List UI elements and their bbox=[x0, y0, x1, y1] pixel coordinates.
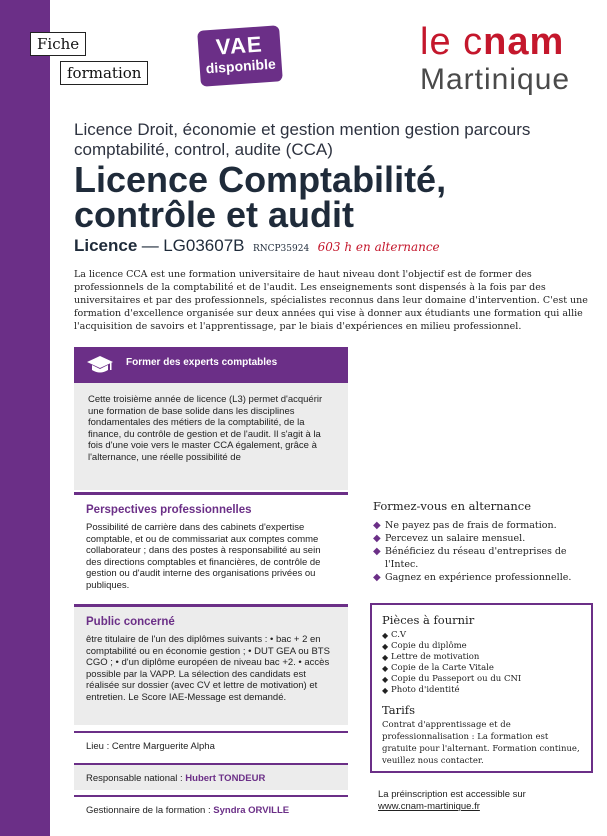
lieu-text: Lieu : Centre Marguerite Alpha bbox=[86, 741, 215, 752]
pieces-title: Pièces à fournir bbox=[382, 613, 475, 627]
list-item-text: C.V bbox=[391, 630, 407, 640]
list-item-text: Bénéficiez du réseau d'entreprises de l'Intec. bbox=[385, 546, 567, 570]
intro-paragraph: La licence CCA est une formation universitaire de haut niveau dont l'objectif est de former des professionnels de la comptabilité et de l'audit. Les enseignements sont dispensés à la fois par des universitaires et par des professionnels, spécialistes reconnus dans leur domaine d'intervention. C'est une formation d'excellence organisée sur deux années qui vise à donner aux étudiants une formation qui allie l'acquisition de savoirs et l'apprentissage, par le biais d'expériences en milieu professionnel. bbox=[74, 269, 588, 332]
list-item bbox=[382, 641, 581, 652]
gestionnaire-name: Syndra ORVILLE bbox=[213, 805, 290, 816]
list-item-text: Photo d'identité bbox=[391, 685, 460, 695]
responsable-name: Hubert TONDEUR bbox=[185, 773, 266, 784]
list-item bbox=[373, 519, 599, 532]
list-item bbox=[373, 545, 599, 571]
list-item bbox=[382, 652, 581, 663]
diamond-bullet-icon: ◆ bbox=[382, 642, 389, 651]
alternance-section bbox=[373, 499, 599, 584]
diamond-bullet-icon: ◆ bbox=[373, 533, 381, 544]
diamond-bullet-icon: ◆ bbox=[382, 675, 389, 684]
course-hours: 603 h en alternance bbox=[317, 240, 440, 254]
preinscription bbox=[378, 789, 598, 813]
course-subtitle: Licence Droit, économie et gestion mention gestion parcours comptabilité, control, audite (CCA) bbox=[74, 120, 531, 159]
formation-tag: formation bbox=[60, 61, 148, 85]
graduation-cap-icon bbox=[86, 354, 114, 376]
logo-martinique: Martinique bbox=[420, 63, 571, 96]
list-item bbox=[382, 685, 581, 696]
alternance-title: Formez-vous en alternance bbox=[373, 499, 532, 513]
public-text: être titulaire de l'un des diplômes suivants : • bac + 2 en comptabilité ou en économie gestion ; • DUT GEA ou BTS CGO ; • d'un diplôme européen de niveau bac +2. • accès possible par la VAPP. La sélection des candidats est réalisée sur dossier (avec CV et lettre de motivation) et entretien. Le Score IAE-Message est demandé. bbox=[86, 634, 330, 703]
course-dash: — bbox=[141, 236, 159, 255]
list-item bbox=[373, 571, 599, 584]
public-title: Public concerné bbox=[86, 616, 175, 628]
responsable-row bbox=[74, 763, 348, 790]
logo-nam: nam bbox=[483, 21, 565, 63]
objective-title: Former des experts comptables bbox=[126, 357, 278, 368]
course-level: Licence bbox=[74, 236, 138, 255]
tarifs-text: Contrat d'apprentissage et de professionnalisation : La formation est gratuite pour l'alternant. Formation continue, veuillez nous contacter. bbox=[382, 720, 580, 766]
gestionnaire-row bbox=[74, 795, 348, 822]
perspectives-text: Possibilité de carrière dans des cabinets d'expertise comptable, et ou de commissariat aux comptes comme collaborateur ; dans des postes à responsabilité au sein des directions comptables et financières, de contrôle de gestion ou d'audit interne des organisations privées ou publiques. bbox=[86, 522, 321, 591]
vae-badge-subtitle: disponible bbox=[205, 55, 277, 77]
course-title: Licence Comptabilité, contrôle et audit bbox=[74, 159, 447, 235]
pieces-box bbox=[370, 603, 593, 773]
rncp-code: RNCP35924 bbox=[252, 244, 310, 254]
objective-header bbox=[74, 347, 348, 383]
list-item-text: Copie de la Carte Vitale bbox=[391, 663, 494, 673]
pieces-list bbox=[382, 630, 581, 696]
list-item-text: Percevez un salaire mensuel. bbox=[385, 533, 526, 544]
diamond-bullet-icon: ◆ bbox=[373, 520, 381, 531]
diamond-bullet-icon: ◆ bbox=[373, 572, 381, 583]
list-item-text: Gagnez en expérience professionnelle. bbox=[385, 572, 572, 583]
gestionnaire-label: Gestionnaire de la formation : bbox=[86, 805, 214, 816]
vae-badge-title: VAE bbox=[215, 31, 264, 60]
tarifs-title: Tarifs bbox=[382, 703, 415, 717]
list-item bbox=[382, 663, 581, 674]
list-item-text: Ne payez pas de frais de formation. bbox=[385, 520, 557, 531]
list-item-text: Lettre de motivation bbox=[391, 652, 480, 662]
diamond-bullet-icon: ◆ bbox=[382, 631, 389, 640]
objective-body: Cette troisième année de licence (L3) permet d'acquérir une formation de base solide dans les disciplines fondamentales des métiers de la comptabilité, de la finance, du contrôle de gestion et de l'audit. Il s'agit à la fois d'une voie vers le master CCA également, grâce à l'alternance, une réelle possibilité de bbox=[74, 383, 348, 490]
diamond-bullet-icon: ◆ bbox=[382, 686, 389, 695]
website-link[interactable]: www.cnam-martinique.fr bbox=[378, 801, 480, 812]
public-section bbox=[74, 604, 348, 725]
perspectives-title: Perspectives professionnelles bbox=[86, 504, 252, 516]
logo-le-c: le c bbox=[420, 21, 484, 63]
list-item bbox=[382, 674, 581, 685]
lieu-row bbox=[74, 731, 348, 758]
perspectives-section bbox=[74, 492, 348, 598]
cnam-logo bbox=[420, 22, 600, 96]
course-code: LG03607B bbox=[163, 236, 245, 255]
list-item-text: Copie du Passeport ou du CNI bbox=[391, 674, 522, 684]
vae-badge bbox=[197, 25, 283, 87]
alternance-list bbox=[373, 519, 599, 584]
list-item bbox=[373, 532, 599, 545]
list-item bbox=[382, 630, 581, 641]
list-item-text: Copie du diplôme bbox=[391, 641, 467, 651]
diamond-bullet-icon: ◆ bbox=[373, 546, 381, 557]
left-accent-bar bbox=[0, 0, 50, 836]
responsable-label: Responsable national : bbox=[86, 773, 186, 784]
course-code-line bbox=[74, 236, 440, 256]
fiche-tag: Fiche bbox=[30, 32, 86, 56]
diamond-bullet-icon: ◆ bbox=[382, 664, 389, 673]
preinscription-text: La préinscription est accessible sur bbox=[378, 789, 526, 800]
diamond-bullet-icon: ◆ bbox=[382, 653, 389, 662]
